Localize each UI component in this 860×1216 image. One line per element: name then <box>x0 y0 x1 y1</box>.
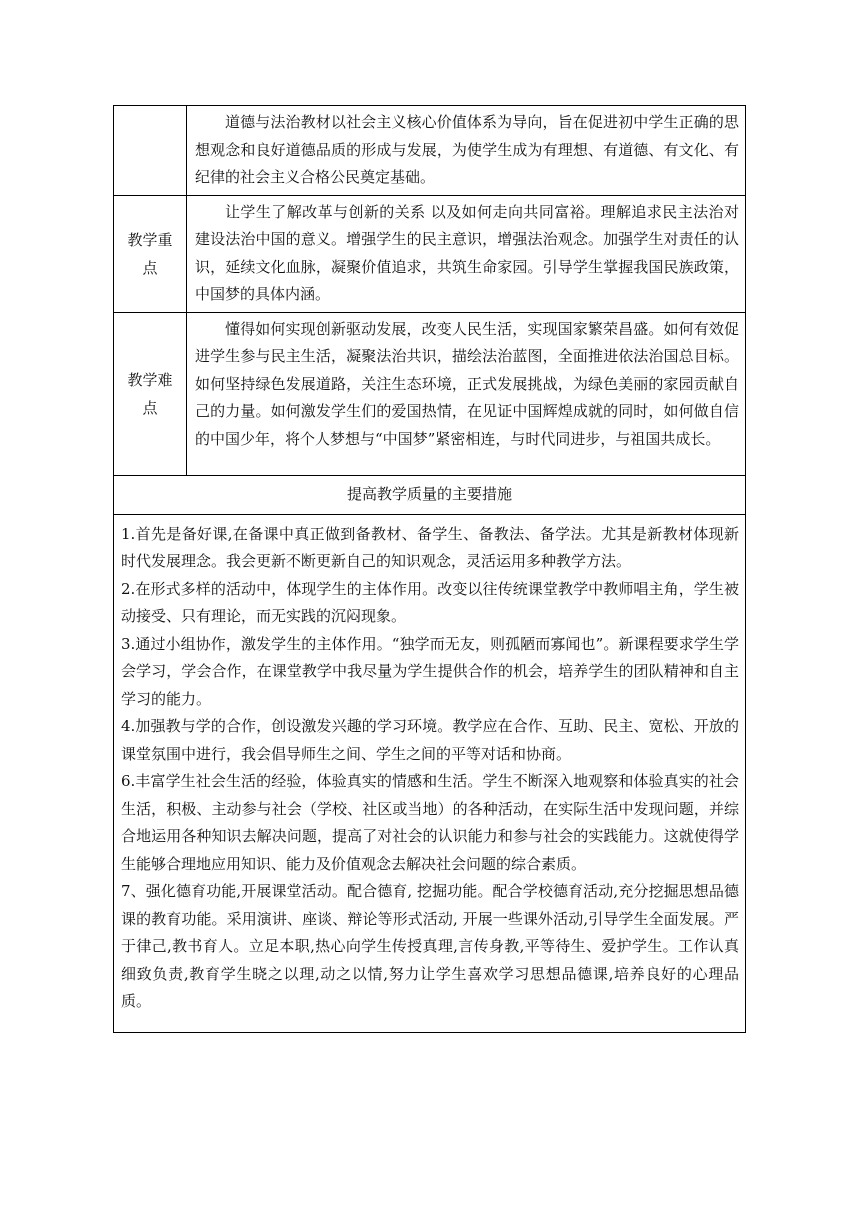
lesson-plan-table <box>113 105 746 1033</box>
measure-item: 6.丰富学生社会生活的经验，体验真实的情感和生活。学生不断深入地观察和体验真实的社会生活，积极、主动参与社会（学校、社区或当地）的各种活动，在实际生活中发现问题，并综合地运用各种知识去解决问题，提高了对社会的认识能力和参与社会的实践能力。这就使得学生能够合理地应用知识、能力及价值观念去解决社会问题的综合素质。 <box>121 772 739 873</box>
measure-item: 3.通过小组协作，激发学生的主体作用。“独学而无友，则孤陋而寡闻也”。新课程要求学生学会学习，学会合作，在课堂教学中我尽量为学生提供合作的机会，培养学生的团队精神和自主学习的能力。 <box>121 634 739 708</box>
row-label-empty <box>114 106 187 196</box>
table-row <box>114 195 746 312</box>
content-cell <box>187 106 746 196</box>
table-row <box>114 475 746 514</box>
measure-item: 2.在形式多样的活动中，体现学生的主体作用。改变以往传统课堂教学中教师唱主角，学生被动接受、只有理论，而无实践的沉闷现象。 <box>121 579 739 625</box>
label-line: 点 <box>142 398 158 417</box>
row-label-key-points <box>114 195 187 312</box>
row-label-difficult-points <box>114 312 187 475</box>
label-line: 点 <box>142 258 158 277</box>
measures-heading: 提高教学质量的主要措施 <box>114 475 746 514</box>
measures-cell <box>114 514 746 1032</box>
table-row <box>114 106 746 196</box>
content-cell <box>187 312 746 475</box>
measure-item: 1.首先是备好课,在备课中真正做到备教材、备学生、备教法、备学法。尤其是新教材体现新时代发展理念。我会更新不断更新自己的知识观念，灵活运用多种教学方法。 <box>121 524 739 570</box>
table-row <box>114 514 746 1032</box>
label-line: 教学难 <box>127 370 173 389</box>
curriculum-goal-text: 道德与法治教材以社会主义核心价值体系为导向，旨在促进初中学生正确的思想观念和良好道德品质的形成与发展，为使学生成为有理想、有道德、有文化、有纪律的社会主义合格公民奠定基础。 <box>195 113 739 186</box>
measure-item: 7、强化德育功能,开展课堂活动。配合德育, 挖掘功能。配合学校德育活动,充分挖掘思想品德课的教育功能。采用演讲、座谈、辩论等形式活动, 开展一些课外活动,引导学生全面发展。严于律己,教书育人。立足本职,热心向学生传授真理,言传身教,平等待生、爱护学生。工作认真细致负责,教育学生晓之以理,动之以情,努力让学生喜欢学习思想品德课,培养良好的心理品质。 <box>121 882 739 1010</box>
difficult-points-text: 懂得如何实现创新驱动发展，改变人民生活，实现国家繁荣昌盛。如何有效促进学生参与民主生活，凝聚法治共识，描绘法治蓝图，全面推进依法治国总目标。如何坚持绿色发展道路，关注生态环境，正式发展挑战，为绿色美丽的家园贡献自己的力量。如何激发学生们的爱国热情，在见证中国辉煌成就的同时，如何做自信的中国少年，将个人梦想与“中国梦”紧密相连，与时代同进步，与祖国共成长。 <box>195 319 739 448</box>
measure-item: 4.加强教与学的合作，创设激发兴趣的学习环境。教学应在合作、互助、民主、宽松、开放的课堂氛围中进行，我会倡导师生之间、学生之间的平等对话和协商。 <box>121 717 739 763</box>
lesson-plan-document <box>113 105 746 1033</box>
table-row <box>114 312 746 475</box>
key-points-text: 让学生了解改革与创新的关系 以及如何走向共同富裕。理解追求民主法治对建设法治中国的意义。增强学生的民主意识，增强法治观念。加强学生对责任的认识，延续文化血脉，凝聚价值追求，共筑生命家园。引导学生掌握我国民族政策，中国梦的具体内涵。 <box>195 202 739 303</box>
label-line: 教学重 <box>127 230 173 249</box>
content-cell <box>187 195 746 312</box>
